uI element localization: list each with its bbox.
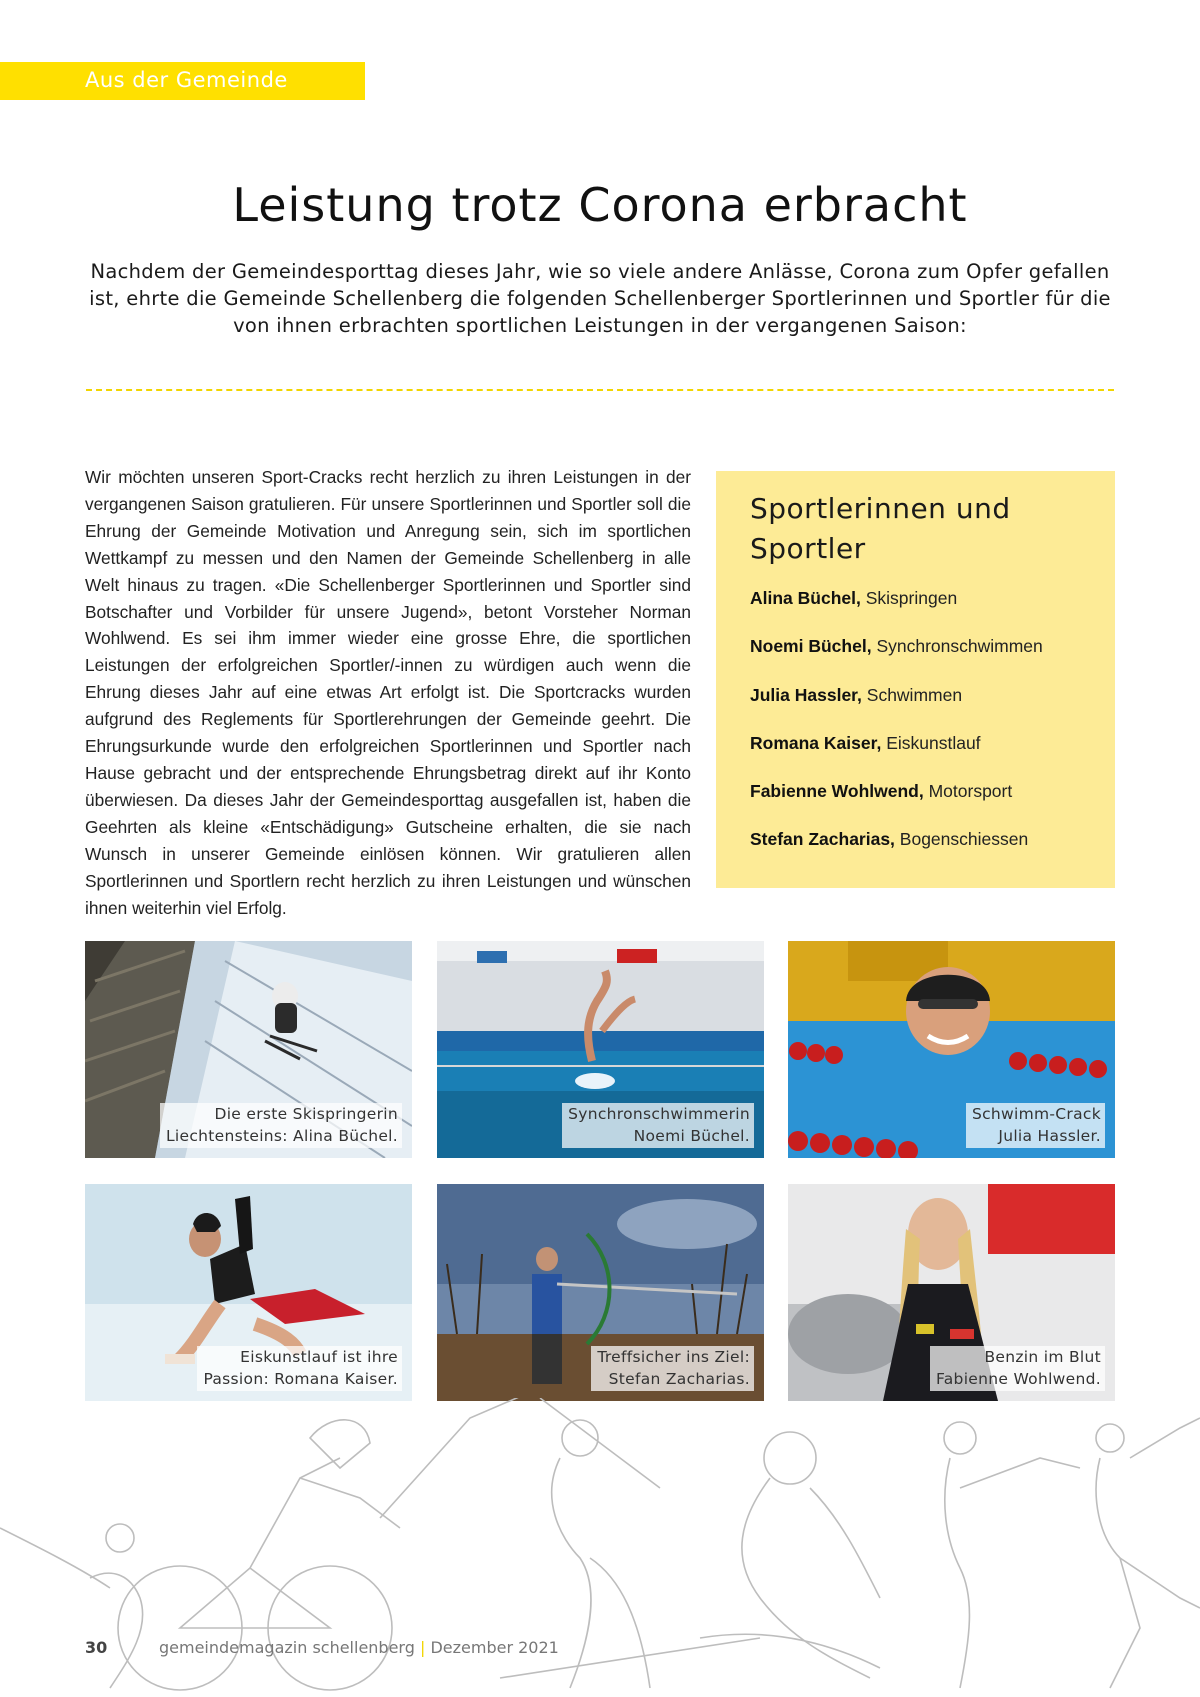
caption-line: Julia Hassler. — [998, 1126, 1101, 1145]
caption-line: Benzin im Blut — [984, 1348, 1101, 1366]
article-body: Wir möchten unseren Sport-Cracks recht herzlich zu ihren Leistungen in der vergangenen Saison gratulieren. Für unsere Sportlerinnen und Sportler soll die Ehrung der Gemeinde Motivation und Anregung sein, sich im sportlichen Wettkampf zu messen und den Namen der Gemeinde Schellenberg in alle Welt hinaus zu tragen. «Die Schellenberger Sportlerinnen und Sportler sind Botschafter und Vorbilder für unsere Jugend», betont Vorsteher Norman Wohlwend. Es sei ihm immer wieder eine grosse Ehre, die sportlichen Leistungen der erfolgreichen Sportler/-innen zu würdigen auch wenn die Ehrung dieses Jahr auf eine etwas Art erfolgt ist. Die Sportcracks wurden aufgrund des Reglements für Sportlerehrungen der Gemeinde geehrt. Die Ehrungsurkunde wurde den erfolgreichen Sportlerinnen und Sportler nach Hause gebracht und der entsprechende Ehrungsbetrag direkt auf ihr Konto überwiesen. Da dieses Jahr der Gemeindesporttag ausgefallen ist, haben die Geehrten als kleine «Entschädigung» Gutscheine erhalten, die sie nach Wunsch in unserer Gemeinde einlösen können. Wir gratulieren allen Sportlerinnen und Sportlern recht herzlich zu ihren Leistungen und wünschen ihnen weiterhin viel Erfolg. — [85, 467, 691, 918]
caption-line: Treffsicher ins Ziel: — [597, 1348, 750, 1366]
photo-caption — [966, 1103, 1105, 1148]
article-lead: Nachdem der Gemeindesporttag dieses Jahr, wie so viele andere Anlässe, Corona zum Opfer gefallen ist, ehrte die Gemeinde Schellenberg die folgenden Schellenberger Sportlerinnen und Sportler für die von ihnen erbrachten sportlichen Leistungen in der vergangenen Saison: — [89, 260, 1111, 337]
athlete-item — [750, 733, 1110, 781]
photo-figure-skating — [85, 1184, 412, 1401]
caption-line: Liechtensteins: Alina Büchel. — [165, 1126, 398, 1145]
photo-caption — [160, 1103, 402, 1148]
photo-caption — [197, 1346, 402, 1391]
athletes-box-title: Sportlerinnen und Sportler — [750, 492, 1011, 565]
caption-line: Fabienne Wohlwend. — [935, 1369, 1101, 1388]
athlete-item — [750, 636, 1110, 684]
athlete-item — [750, 781, 1110, 829]
athlete-item — [750, 685, 1110, 733]
caption-line: Die erste Skispringerin — [214, 1105, 398, 1123]
section-label: Aus der Gemeinde — [85, 68, 288, 92]
photo-caption — [591, 1346, 754, 1391]
caption-line: Schwimm-Crack — [971, 1105, 1101, 1123]
athlete-sport: Eiskunstlauf — [886, 732, 981, 753]
footer-separator: | — [419, 1638, 426, 1657]
athletes-list — [750, 588, 1110, 878]
photo-archery — [437, 1184, 764, 1401]
photo-synchronized-swimming — [437, 941, 764, 1158]
athlete-sport: Bogenschiessen — [899, 829, 1029, 850]
athlete-name: Fabienne Wohlwend, — [750, 781, 924, 802]
athlete-name: Noemi Büchel, — [750, 636, 872, 657]
athlete-name: Julia Hassler, — [750, 684, 862, 705]
athlete-name: Stefan Zacharias, — [750, 829, 895, 850]
athlete-name: Alina Büchel, — [750, 588, 861, 608]
page-number: 30 — [85, 1638, 108, 1657]
dashed-divider — [86, 389, 1114, 391]
magazine-name: gemeindemagazin schellenberg — [159, 1638, 415, 1657]
photo-caption — [930, 1346, 1105, 1391]
page-footer — [85, 1638, 559, 1657]
photo-motorsport — [788, 1184, 1115, 1401]
athlete-sport: Skispringen — [865, 588, 958, 608]
article-title: Leistung trotz Corona erbracht — [232, 178, 968, 232]
caption-line: Noemi Büchel. — [633, 1126, 750, 1145]
athlete-sport: Schwimmen — [866, 684, 963, 705]
caption-line: Eiskunstlauf ist ihre — [240, 1348, 398, 1366]
photo-ski-jumping — [85, 941, 412, 1158]
magazine-credit — [159, 1638, 559, 1657]
athlete-item — [750, 588, 1110, 636]
athlete-sport: Synchronschwimmen — [876, 636, 1043, 657]
photo-swimming — [788, 941, 1115, 1158]
caption-line: Stefan Zacharias. — [608, 1369, 750, 1388]
caption-line: Synchronschwimmerin — [568, 1105, 750, 1123]
caption-line: Passion: Romana Kaiser. — [203, 1369, 398, 1388]
photo-caption — [562, 1103, 754, 1148]
athlete-name: Romana Kaiser, — [750, 732, 882, 753]
athlete-sport: Motorsport — [928, 781, 1013, 802]
athlete-item — [750, 829, 1110, 877]
issue-date: Dezember 2021 — [430, 1638, 559, 1657]
athletes-box — [716, 471, 1115, 888]
